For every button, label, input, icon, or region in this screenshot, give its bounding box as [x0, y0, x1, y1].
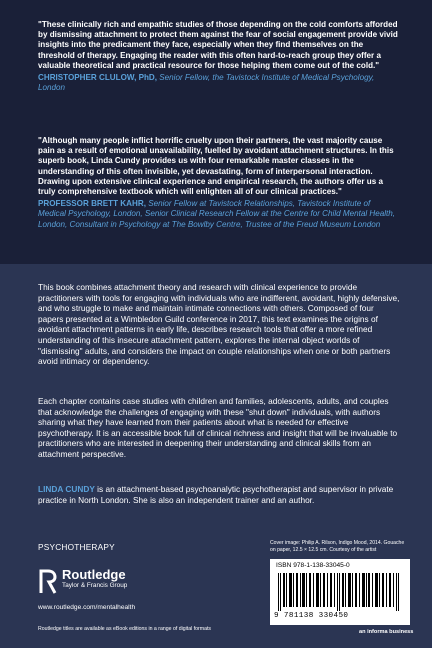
- quote-affiliation-1: Senior Fellow, the Tavistock Institute of Medical Psychology, London: [38, 73, 375, 93]
- publisher-logo: [38, 568, 127, 598]
- description-paragraph-2: Each chapter contains case studies with children and families, adolescents, adults, and couples that acknowledge the challenges of engaging with these "shut down" individuals, with authors sharing what they have learned from their patients about what is needed for effective psychotherapy. It is an accessible book full of clinical richness and insight that will be invaluable to practitioners who are interested in deepening their understanding and clinical skills from an attachment perspective.: [38, 396, 398, 459]
- quote-author-1: CHRISTOPHER CLULOW, PhD: [38, 73, 155, 83]
- ebook-note: Routledge titles are available as eBook editions in a range of digital formats: [38, 626, 212, 632]
- author-bio-text: is an attachment-based psychoanalytic psychotherapist and supervisor in private practice in North London. She is also an independent trainer and an author.: [38, 484, 394, 505]
- quote-author-2: PROFESSOR BRETT KAHR: [38, 199, 144, 209]
- publisher-url[interactable]: www.routledge.com/mentalhealth: [38, 604, 136, 611]
- barcode-icon: [276, 573, 404, 611]
- subject-category: PSYCHOTHERAPY: [38, 542, 115, 552]
- isbn-label: ISBN 978-1-138-33045-0: [276, 562, 350, 569]
- cover-image-credit: Cover image: Philip A. Rilson, Indigo Mood, 2014. Gouache on paper, 12.5 × 12.5 cm. Courtesy of the artist: [270, 540, 405, 553]
- quote-text-1: "These clinically rich and empathic studies of those depending on the cold comforts afforded by dismissing attachment to protect them against the fear of social engagement provide vivid insights into the predicament they face, especially when they find themselves on the threshold of therapy. Engaging the reader with this often hard-to-reach group they offer a valuable theoretical and practical resource for those helping them come out of the cold.": [38, 20, 398, 70]
- author-name: LINDA CUNDY: [38, 484, 95, 494]
- barcode-digits: 9 781138 330450: [274, 612, 349, 620]
- praise-quote-1: [38, 20, 400, 93]
- publisher-name: Routledge: [62, 567, 126, 582]
- quote-attribution-2: PROFESSOR BRETT KAHR, Senior Fellow at Tavistock Relationships, Tavistock Institute of Medical Psychology, London, Senior Clinical Research Fellow at the Centre for Child Mental Health, London, Consultant in Psychology at The Bowlby Centre, Trustee of the Freud Museum London: [38, 199, 396, 229]
- quote-affiliation-2: Senior Fellow at Tavistock Relationships, Tavistock Institute of Medical Psychology, London, Senior Clinical Research Fellow at the Centre for Child Mental Health, London, Consultant in Psychology at The Bowlby Centre, Trustee of the Freud Museum London: [38, 199, 396, 229]
- barcode-box: [270, 559, 410, 625]
- routledge-logo-icon: [38, 568, 58, 594]
- quote-text-2: "Although many people inflict horrific cruelty upon their partners, the vast majority cause pain as a result of emotional unavailability, fuelled by avoidant attachment structures. In this superb book, Linda Cundy provides us with four remarkable master classes in the understanding of this often invisible, yet devastating, form of interpersonal interaction. Drawing upon extensive clinical experience and empirical research, the authors offer us a truly comprehensive textbook which will enlighten all of our clinical practices.": [38, 136, 394, 197]
- informa-business-label: an informa business: [359, 629, 414, 635]
- author-bio: [38, 484, 400, 505]
- praise-quote-2: [38, 136, 400, 230]
- quote-attribution-1: CHRISTOPHER CLULOW, PhD, Senior Fellow, the Tavistock Institute of Medical Psychology, London: [38, 73, 375, 93]
- praise-panel: [0, 0, 432, 264]
- description-paragraph-1: This book combines attachment theory and research with clinical experience to provide practitioners with tools for engaging with individuals who are indifferent, avoidant, highly defensive, and who struggle to make and maintain intimate connections with others. Composed of four papers presented at a Wimbledon Guild conference in 2017, this text examines the origins of avoidant attachment patterns in early life, describes research tools that offer a more refined understanding of this insecure attachment pattern, explores the internal object worlds of "dismissing" adults, and considers the impact on couple relationships when one or both partners avoid intimacy or dependency.: [38, 282, 400, 367]
- publisher-group: Taylor & Francis Group: [62, 582, 128, 589]
